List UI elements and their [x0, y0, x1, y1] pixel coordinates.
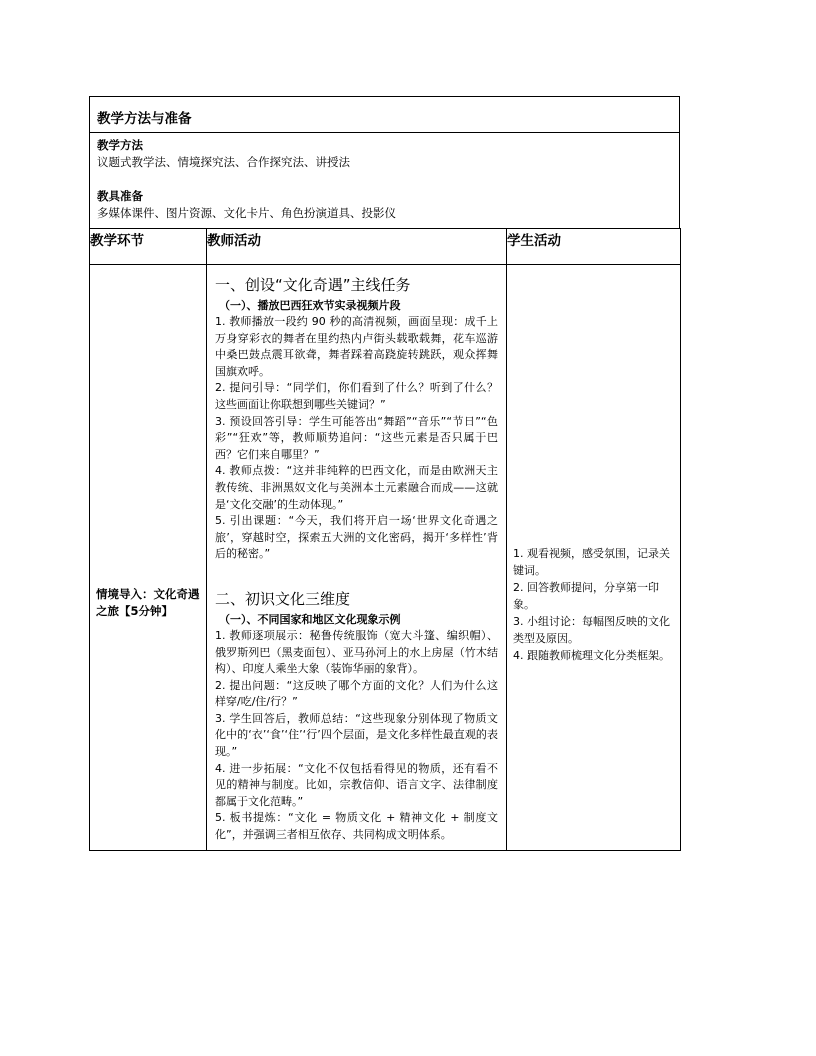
preparation-section	[89, 96, 680, 228]
part1-item: 5. 引出课题：“今天，我们将开启一场‘世界文化奇遇之旅’，穿越时空，探索五大洲的文化密码，揭开‘多样性’背后的秘密。”	[215, 514, 498, 561]
part2-item: 3. 学生回答后，教师总结：“这些现象分别体现了物质文化中的‘衣’‘食’‘住’‘行’四个层面，是文化多样性最直观的表现。”	[215, 711, 498, 759]
part1-item: 3. 预设回答引导：学生可能答出“舞蹈”“音乐”“节日”“色彩”“狂欢”等，教师顺势追问：“这些元素是否只属于巴西？它们来自哪里？”	[215, 414, 498, 461]
student-activity-cell	[507, 265, 681, 851]
header-student: 学生活动	[507, 229, 681, 265]
header-stage: 教学环节	[90, 229, 207, 265]
part1-item: 1. 教师播放一段约 90 秒的高清视频，画面呈现：成千上万身穿彩衣的舞者在里约热内卢街头载歌载舞，花车巡游中桑巴鼓点震耳欲聋，舞者踩着高跷旋转跳跃，观众挥舞国旗欢呼。	[215, 315, 498, 378]
lesson-plan-document	[89, 96, 680, 851]
part2-item: 2. 提出问题：“这反映了哪个方面的文化？人们为什么这样穿/吃/住/行？”	[215, 678, 498, 709]
methods-label: 教学方法	[97, 138, 143, 152]
student-item: 2. 回答教师提问，分享第一印象。	[513, 581, 659, 611]
part1-title: 一、创设“文化奇遇”主线任务	[215, 276, 411, 294]
student-item: 1. 观看视频，感受氛围，记录关键词。	[513, 547, 670, 577]
part1-subtitle: （一）、播放巴西狂欢节实录视频片段	[219, 299, 401, 312]
part2-subtitle: （一）、不同国家和地区文化现象示例	[219, 612, 401, 626]
student-item: 4. 跟随教师梳理文化分类框架。	[513, 649, 670, 662]
spacer	[97, 171, 672, 188]
stage-cell: 情境导入：文化奇遇之旅【5分钟】	[90, 265, 207, 851]
part2-item: 5. 板书提炼：“文化 = 物质文化 + 精神文化 + 制度文化”，并强调三者相互依存、共同构成文明体系。	[215, 811, 498, 842]
teacher-activity-cell	[207, 265, 507, 851]
methods-text: 议题式教学法、情境探究法、合作探究法、讲授法	[97, 155, 350, 169]
section-heading: 教学方法与准备	[90, 97, 679, 133]
part2-title: 二、初识文化三维度	[215, 589, 351, 608]
part1-item: 4. 教师点拨：“这并非纯粹的巴西文化，而是由欧洲天主教传统、非洲黑奴文化与美洲本土元素融合而成——这就是‘文化交融’的生动体现。”	[215, 464, 498, 511]
table-header-row	[90, 229, 681, 265]
table-row	[90, 265, 681, 851]
tools-text: 多媒体课件、图片资源、文化卡片、角色扮演道具、投影仪	[97, 206, 396, 220]
part2-item: 1. 教师逐项展示：秘鲁传统服饰（宽大斗篷、编织帽）、俄罗斯列巴（黑麦面包）、亚马孙河上的水上房屋（竹木结构）、印度人乘坐大象（装饰华丽的象背）。	[215, 628, 498, 676]
header-teacher: 教师活动	[207, 229, 507, 265]
preparation-body	[90, 133, 679, 228]
tools-label: 教具准备	[97, 189, 143, 203]
part2-item: 4. 进一步拓展：“文化不仅包括看得见的物质，还有看不见的精神与制度。比如，宗教信仰、语言文字、法律制度都属于文化范畴。”	[215, 761, 498, 808]
student-item: 3. 小组讨论：每幅图反映的文化类型及原因。	[513, 615, 670, 645]
part1-item: 2. 提问引导：“同学们，你们看到了什么？听到了什么？这些画面让你联想到哪些关键词？”	[215, 381, 498, 411]
lesson-table	[89, 228, 681, 851]
